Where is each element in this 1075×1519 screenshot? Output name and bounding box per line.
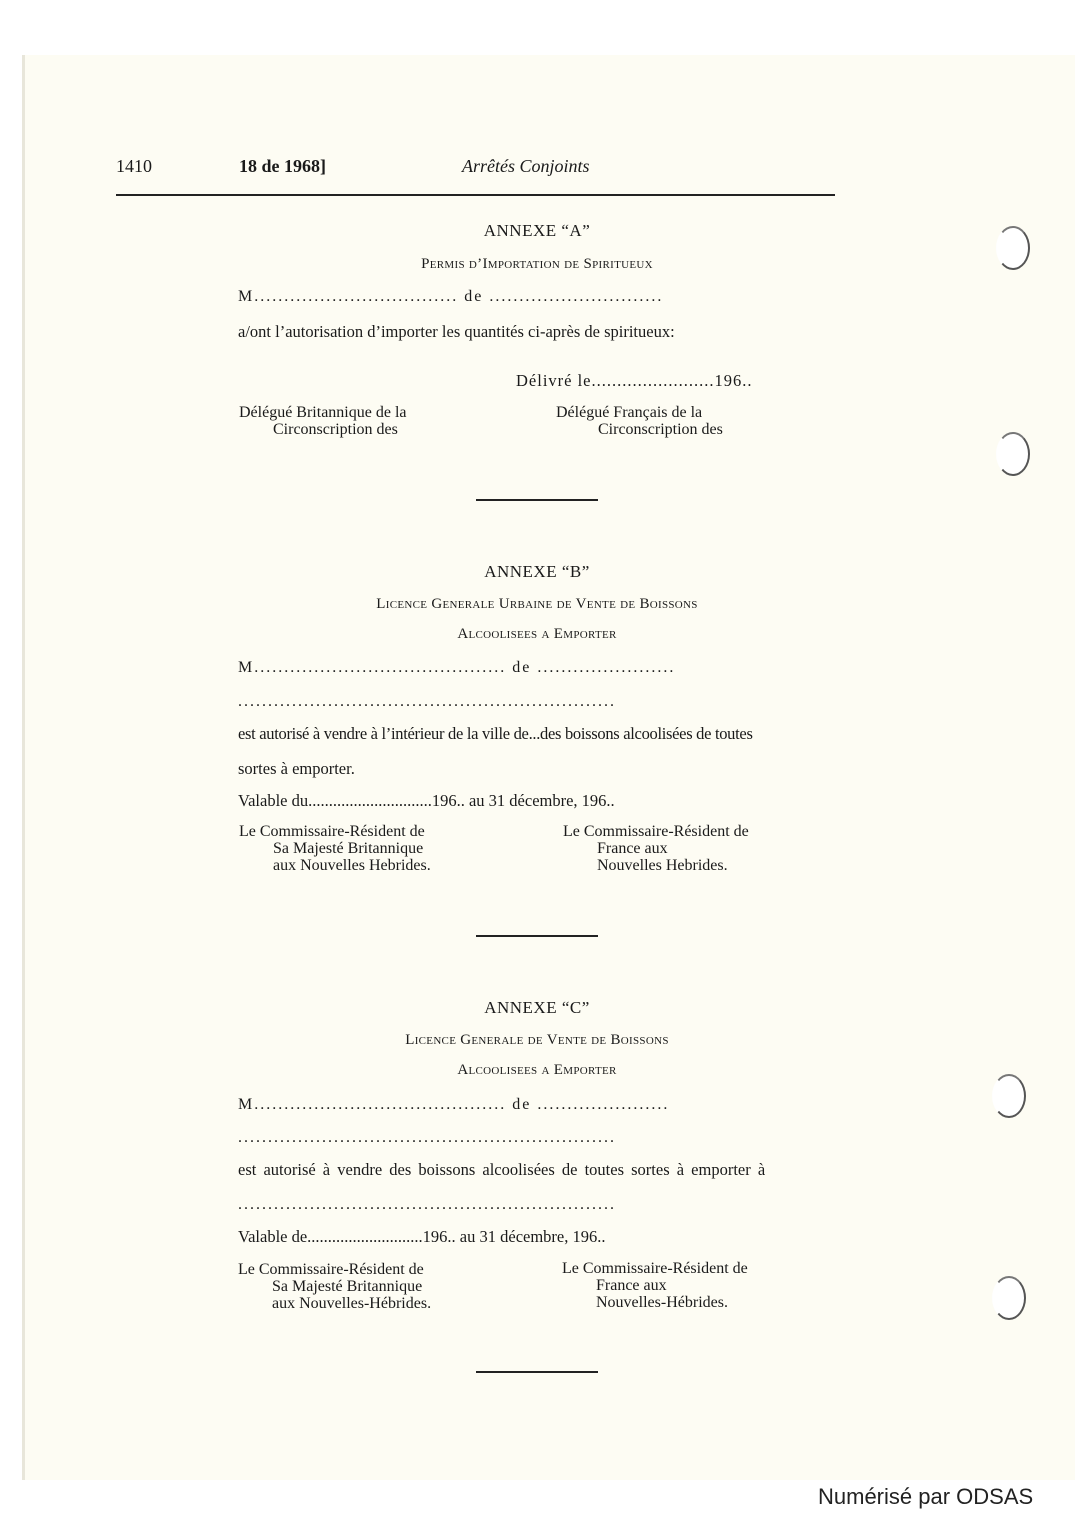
annexe-c-name-line: M.......................................... de ...................... (238, 1096, 670, 1113)
page-number: 1410 (116, 156, 152, 176)
annexe-b-validity-line: Valable du..............................196.. au 31 décembre, 196.. (238, 791, 615, 810)
annexe-b-subtitle-2: Alcoolisees a Emporter (457, 626, 617, 642)
annexe-c-dotted-line: ............................................................... (238, 1129, 616, 1146)
signature-line: Sa Majesté Britannique (273, 840, 424, 857)
signature-line: aux Nouvelles-Hébrides. (272, 1295, 432, 1312)
annexe-c-signature-british (238, 1261, 431, 1312)
annexe-b-signature-british (239, 823, 431, 874)
digitization-credit: Numérisé par ODSAS (818, 1484, 1034, 1509)
signature-line: Sa Majesté Britannique (272, 1278, 423, 1295)
section-separator (476, 1371, 598, 1373)
annexe-a-signature-french (556, 404, 723, 438)
annexe-c-subtitle-2: Alcoolisees a Emporter (457, 1062, 617, 1078)
signature-line: Nouvelles-Hébrides. (596, 1294, 728, 1311)
signature-line: Délégué Britannique de la (239, 404, 407, 421)
signature-line: France aux (597, 840, 668, 857)
signature-line: Le Commissaire-Résident de (562, 1260, 748, 1277)
annexe-b-dotted-line: ............................................................... (238, 693, 616, 710)
signature-line: Le Commissaire-Résident de (563, 823, 749, 840)
annexe-c-validity-line: Valable de............................196.. au 31 décembre, 196.. (238, 1227, 606, 1246)
signature-line: aux Nouvelles Hebrides. (273, 857, 431, 874)
annexe-a-name-line: M.................................. de ............................. (238, 288, 664, 305)
annexe-a-title: ANNEXE “A” (483, 221, 591, 240)
annexe-a-subtitle: Permis d’Importation de Spiritueux (421, 256, 653, 272)
annexe-a-delivered-line: Délivré le........................196.. (516, 371, 753, 390)
signature-line: Circonscription des (598, 421, 723, 438)
header-rule (116, 194, 835, 196)
signature-line: Nouvelles Hebrides. (597, 857, 728, 874)
signature-line: Circonscription des (273, 421, 398, 438)
annexe-c-subtitle-1: Licence Generale de Vente de Boissons (405, 1032, 669, 1048)
signature-line: France aux (596, 1277, 667, 1294)
running-title: Arrêtés Conjoints (462, 156, 590, 176)
annexe-b-title: ANNEXE “B” (484, 562, 590, 581)
annexe-b-signature-french (563, 823, 749, 874)
annexe-c-text-1: est autorisé à vendre des boissons alcoolisées de toutes sortes à emporter à (238, 1160, 766, 1179)
annexe-b-text-1: est autorisé à vendre à l’intérieur de la ville de...des boissons alcoolisées de toutes (238, 724, 753, 743)
signature-line: Le Commissaire-Résident de (239, 823, 425, 840)
annexe-b-name-line: M.......................................... de ....................... (238, 659, 676, 676)
annexe-b-subtitle-1: Licence Generale Urbaine de Vente de Boissons (376, 596, 698, 612)
binder-hole-3 (992, 1074, 1026, 1118)
annexe-a-signature-british (239, 404, 407, 438)
annexe-c-signature-french (562, 1260, 748, 1311)
annexe-c-dotted-line-2: ............................................................... (238, 1196, 616, 1213)
signature-line: Délégué Français de la (556, 404, 703, 421)
section-separator (476, 935, 598, 937)
issue-reference: 18 de 1968] (239, 156, 326, 176)
section-separator (476, 499, 598, 501)
binder-hole-4 (992, 1276, 1026, 1320)
signature-line: Le Commissaire-Résident de (238, 1261, 424, 1278)
annexe-a-authorisation-text: a/ont l’autorisation d’importer les quantités ci-après de spiritueux: (238, 322, 675, 341)
binder-hole-1 (996, 226, 1030, 270)
annexe-c-title: ANNEXE “C” (484, 998, 590, 1017)
binder-hole-2 (996, 432, 1030, 476)
annexe-b-text-2: sortes à emporter. (238, 759, 355, 778)
page-edge-shadow (22, 55, 25, 1480)
